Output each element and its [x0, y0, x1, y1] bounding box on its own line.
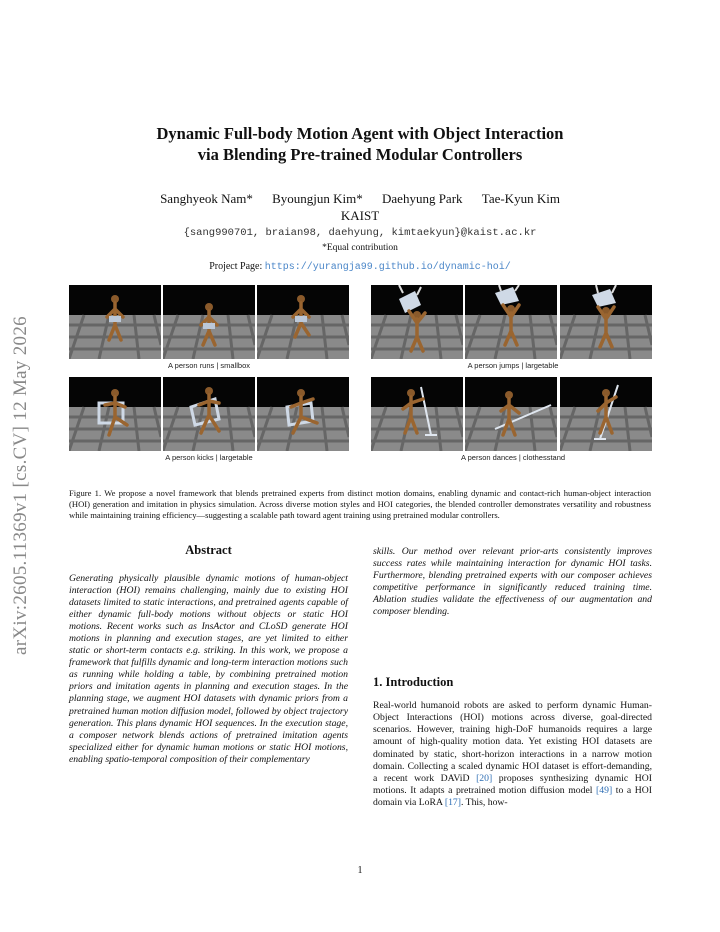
figure-group-label: A person dances | clothesstand	[460, 453, 566, 462]
citation-link[interactable]: [20]	[476, 772, 493, 784]
figure-caption: Figure 1. We propose a novel framework that blends pretrained experts from distinct motion domains, enabling dynamic and contact-rich human-object interaction (HOI) generation and imitation in physics simulation. Across diverse motion styles and HOI categories, the blended controller demonstrates versatility and robustness while maintaining training efficiency—suggesting a scalable path toward agent training using pretrained modular controllers.	[69, 488, 651, 520]
abstract-heading: Abstract	[185, 543, 232, 557]
author-name: Byoungjun Kim*	[272, 191, 363, 206]
figure-panel-image	[257, 377, 349, 451]
citation-link[interactable]: [17]	[444, 797, 461, 809]
page-number: 1	[357, 865, 363, 876]
section-heading-introduction: 1. Introduction	[373, 675, 454, 689]
figure-group-label: A person jumps | largetable	[467, 361, 559, 370]
author-name: Daehyung Park	[382, 191, 463, 206]
citation-link[interactable]: [49]	[596, 785, 613, 797]
introduction-paragraph: Real-world humanoid robots are asked to perform dynamic Human-Object Interactions (HOI) motions across diverse, goal-directed scenarios. However, training high-DoF humanoids requires a large amount of high-quality motion data. Yet existing HOI datasets are dominated by static, short-horizon interactions in a narrow motion domain. Collecting a scaled dynamic HOI dataset is effort-demanding, a recent work DAViD [20] proposes synthesizing dynamic HOI motions. It adapts a pretrained motion diffusion model [49] to a HOI domain via LoRA [17]. This, how-	[373, 700, 653, 809]
figure-panel-image	[163, 377, 255, 451]
project-page	[70, 261, 650, 273]
project-label: Project Page:	[209, 261, 265, 272]
figure-panel-image	[560, 377, 652, 451]
title-line-2: via Blending Pre-trained Modular Controllers	[197, 145, 523, 164]
figure-panel-image	[163, 285, 255, 359]
arxiv-identifier: arXiv:2605.11369v1 [cs.CV] 12 May 2026	[10, 316, 31, 655]
figure-panel-image	[465, 377, 557, 451]
affiliation: KAIST	[340, 208, 380, 223]
figure-panel-image	[371, 377, 463, 451]
figure-panel-image	[560, 285, 652, 359]
title-line-1: Dynamic Full-body Motion Agent with Object Interaction	[156, 124, 564, 143]
project-link[interactable]: https://yurangja99.github.io/dynamic-hoi/	[264, 262, 511, 273]
figure-panel-image	[69, 285, 161, 359]
author-name: Sanghyeok Nam*	[160, 191, 253, 206]
author-list	[70, 191, 650, 207]
figure-group-label: A person kicks | largetable	[165, 453, 253, 462]
paper-title	[70, 123, 650, 165]
abstract-text: Generating physically plausible dynamic motions of human-object interaction (HOI) remains challenging, mainly due to existing HOI datasets limited to static interactions, and pretrained agents capable of either dynamic full-body motions without objects or static HOI motions. Recent works such as InsActor and CLoSD generate HOI motions in planning and execution stages, are yet limited to either static or short-term contacts e.g. striking. In this work, we propose a framework that fulfills dynamic and long-term interaction motions such as running while holding a table, by combining pretrained motion priors and imitation agents in planning and execution stages. In the planning stage, we augment HOI datasets with dynamic priors from a pretrained human motion diffusion model, followed by object trajectory generation. This plans dynamic HOI sequences. In the execution stage, a composer network blends actions of pretrained imitation agents specialized either for dynamic human motions or static HOI motions, enabling spatio-temporal composition of their complementary	[69, 573, 348, 765]
abstract-text-continued: skills. Our method over relevant prior-arts consistently improves success rates while maintaining interaction for dynamic HOI tasks. Furthermore, blending pretrained experts with our composer achieves competitive performance in significantly reduced training time. Ablation studies validate the effectiveness of our augmentation and composer blending.	[373, 546, 652, 618]
figure-panel-image	[371, 285, 463, 359]
figure-panel-image	[465, 285, 557, 359]
figure-panel-image	[257, 285, 349, 359]
figure-group-label: A person runs | smallbox	[168, 361, 250, 370]
figure-panel-image	[69, 377, 161, 451]
author-name: Tae-Kyun Kim	[481, 191, 560, 206]
equal-contribution-note: *Equal contribution	[322, 243, 398, 253]
author-emails: {sang990701, braian98, daehyung, kimtaekyun}@kaist.ac.kr	[183, 227, 537, 239]
